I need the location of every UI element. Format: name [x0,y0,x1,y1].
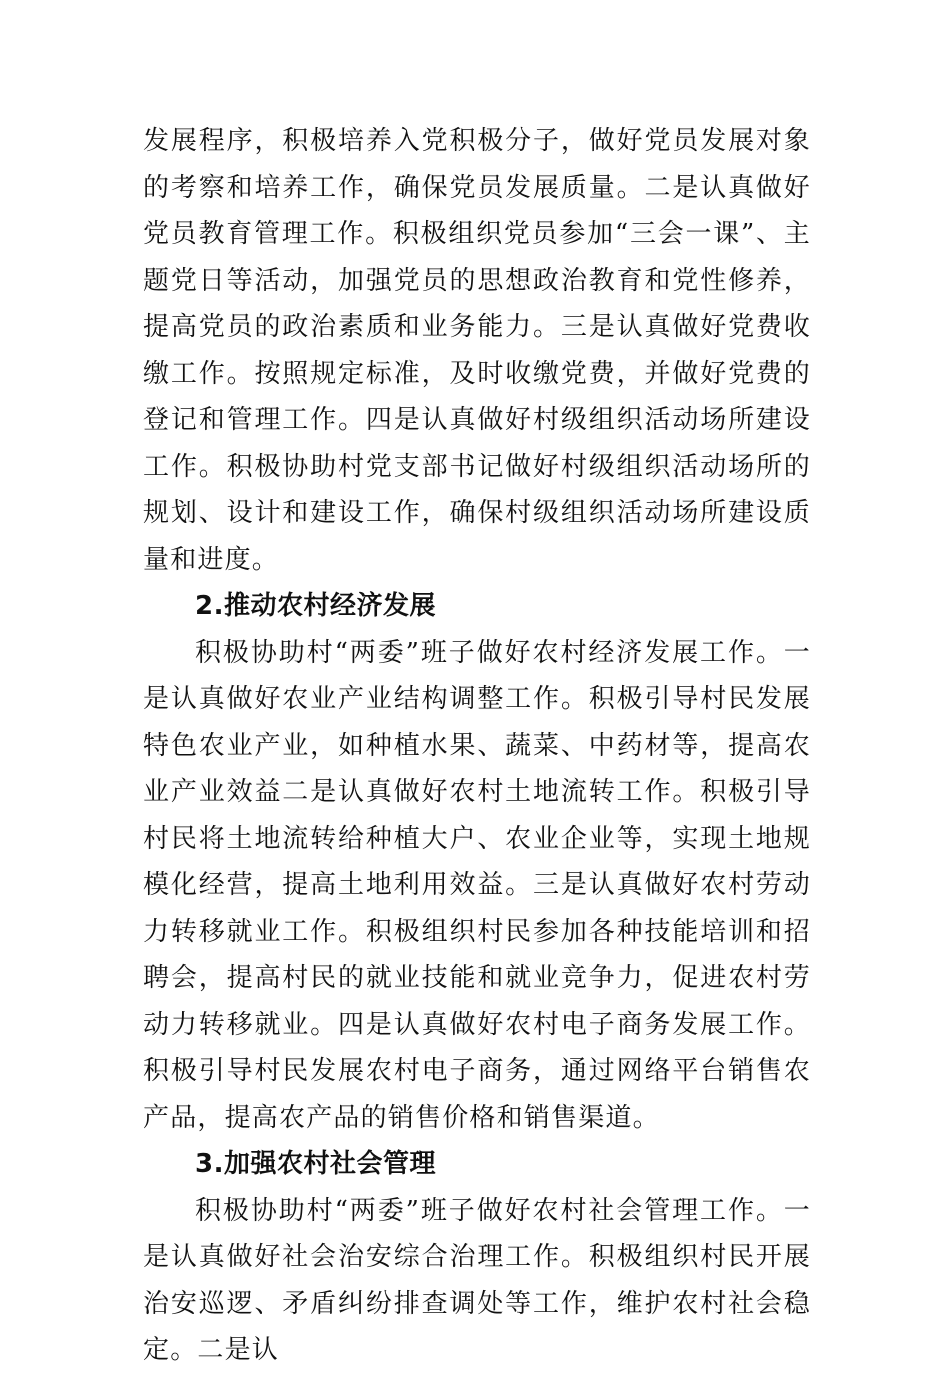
document-body [143,118,811,1374]
heading-rural-economy: 2.推动农村经济发展 [195,591,436,621]
heading-social-management: 3.加强农村社会管理 [195,1149,436,1179]
paragraph-rural-economy: 积极协助村“两委”班子做好农村经济发展工作。一是认真做好农业产业结构调整工作。积极引导村民发展特色农业产业，如种植水果、蔬菜、中药材等，提高农业产业效益二是认真做好农村土地流转工作。积极引导村民将土地流转给种植大户、农业企业等，实现土地规模化经营，提高土地利用效益。三是认真做好农村劳动力转移就业工作。积极组织村民参加各种技能培训和招聘会，提高村民的就业技能和就业竞争力，促进农村劳动力转移就业。四是认真做好农村电子商务发展工作。积极引导村民发展农村电子商务，通过网络平台销售农产品，提高农产品的销售价格和销售渠道。 [143,637,811,1133]
paragraph-party-building: 发展程序，积极培养入党积极分子，做好党员发展对象的考察和培养工作，确保党员发展质量。二是认真做好党员教育管理工作。积极组织党员参加“三会一课”、主题党日等活动，加强党员的思想政治教育和党性修养，提高党员的政治素质和业务能力。三是认真做好党费收缴工作。按照规定标准，及时收缴党费，并做好党费的登记和管理工作。四是认真做好村级组织活动场所建设工作。积极协助村党支部书记做好村级组织活动场所的规划、设计和建设工作，确保村级组织活动场所建设质量和进度。 [143,126,811,575]
paragraph-social-management: 积极协助村“两委”班子做好农村社会管理工作。一是认真做好社会治安综合治理工作。积极组织村民开展治安巡逻、矛盾纠纷排查调处等工作，维护农村社会稳定。二是认 [143,1195,811,1365]
